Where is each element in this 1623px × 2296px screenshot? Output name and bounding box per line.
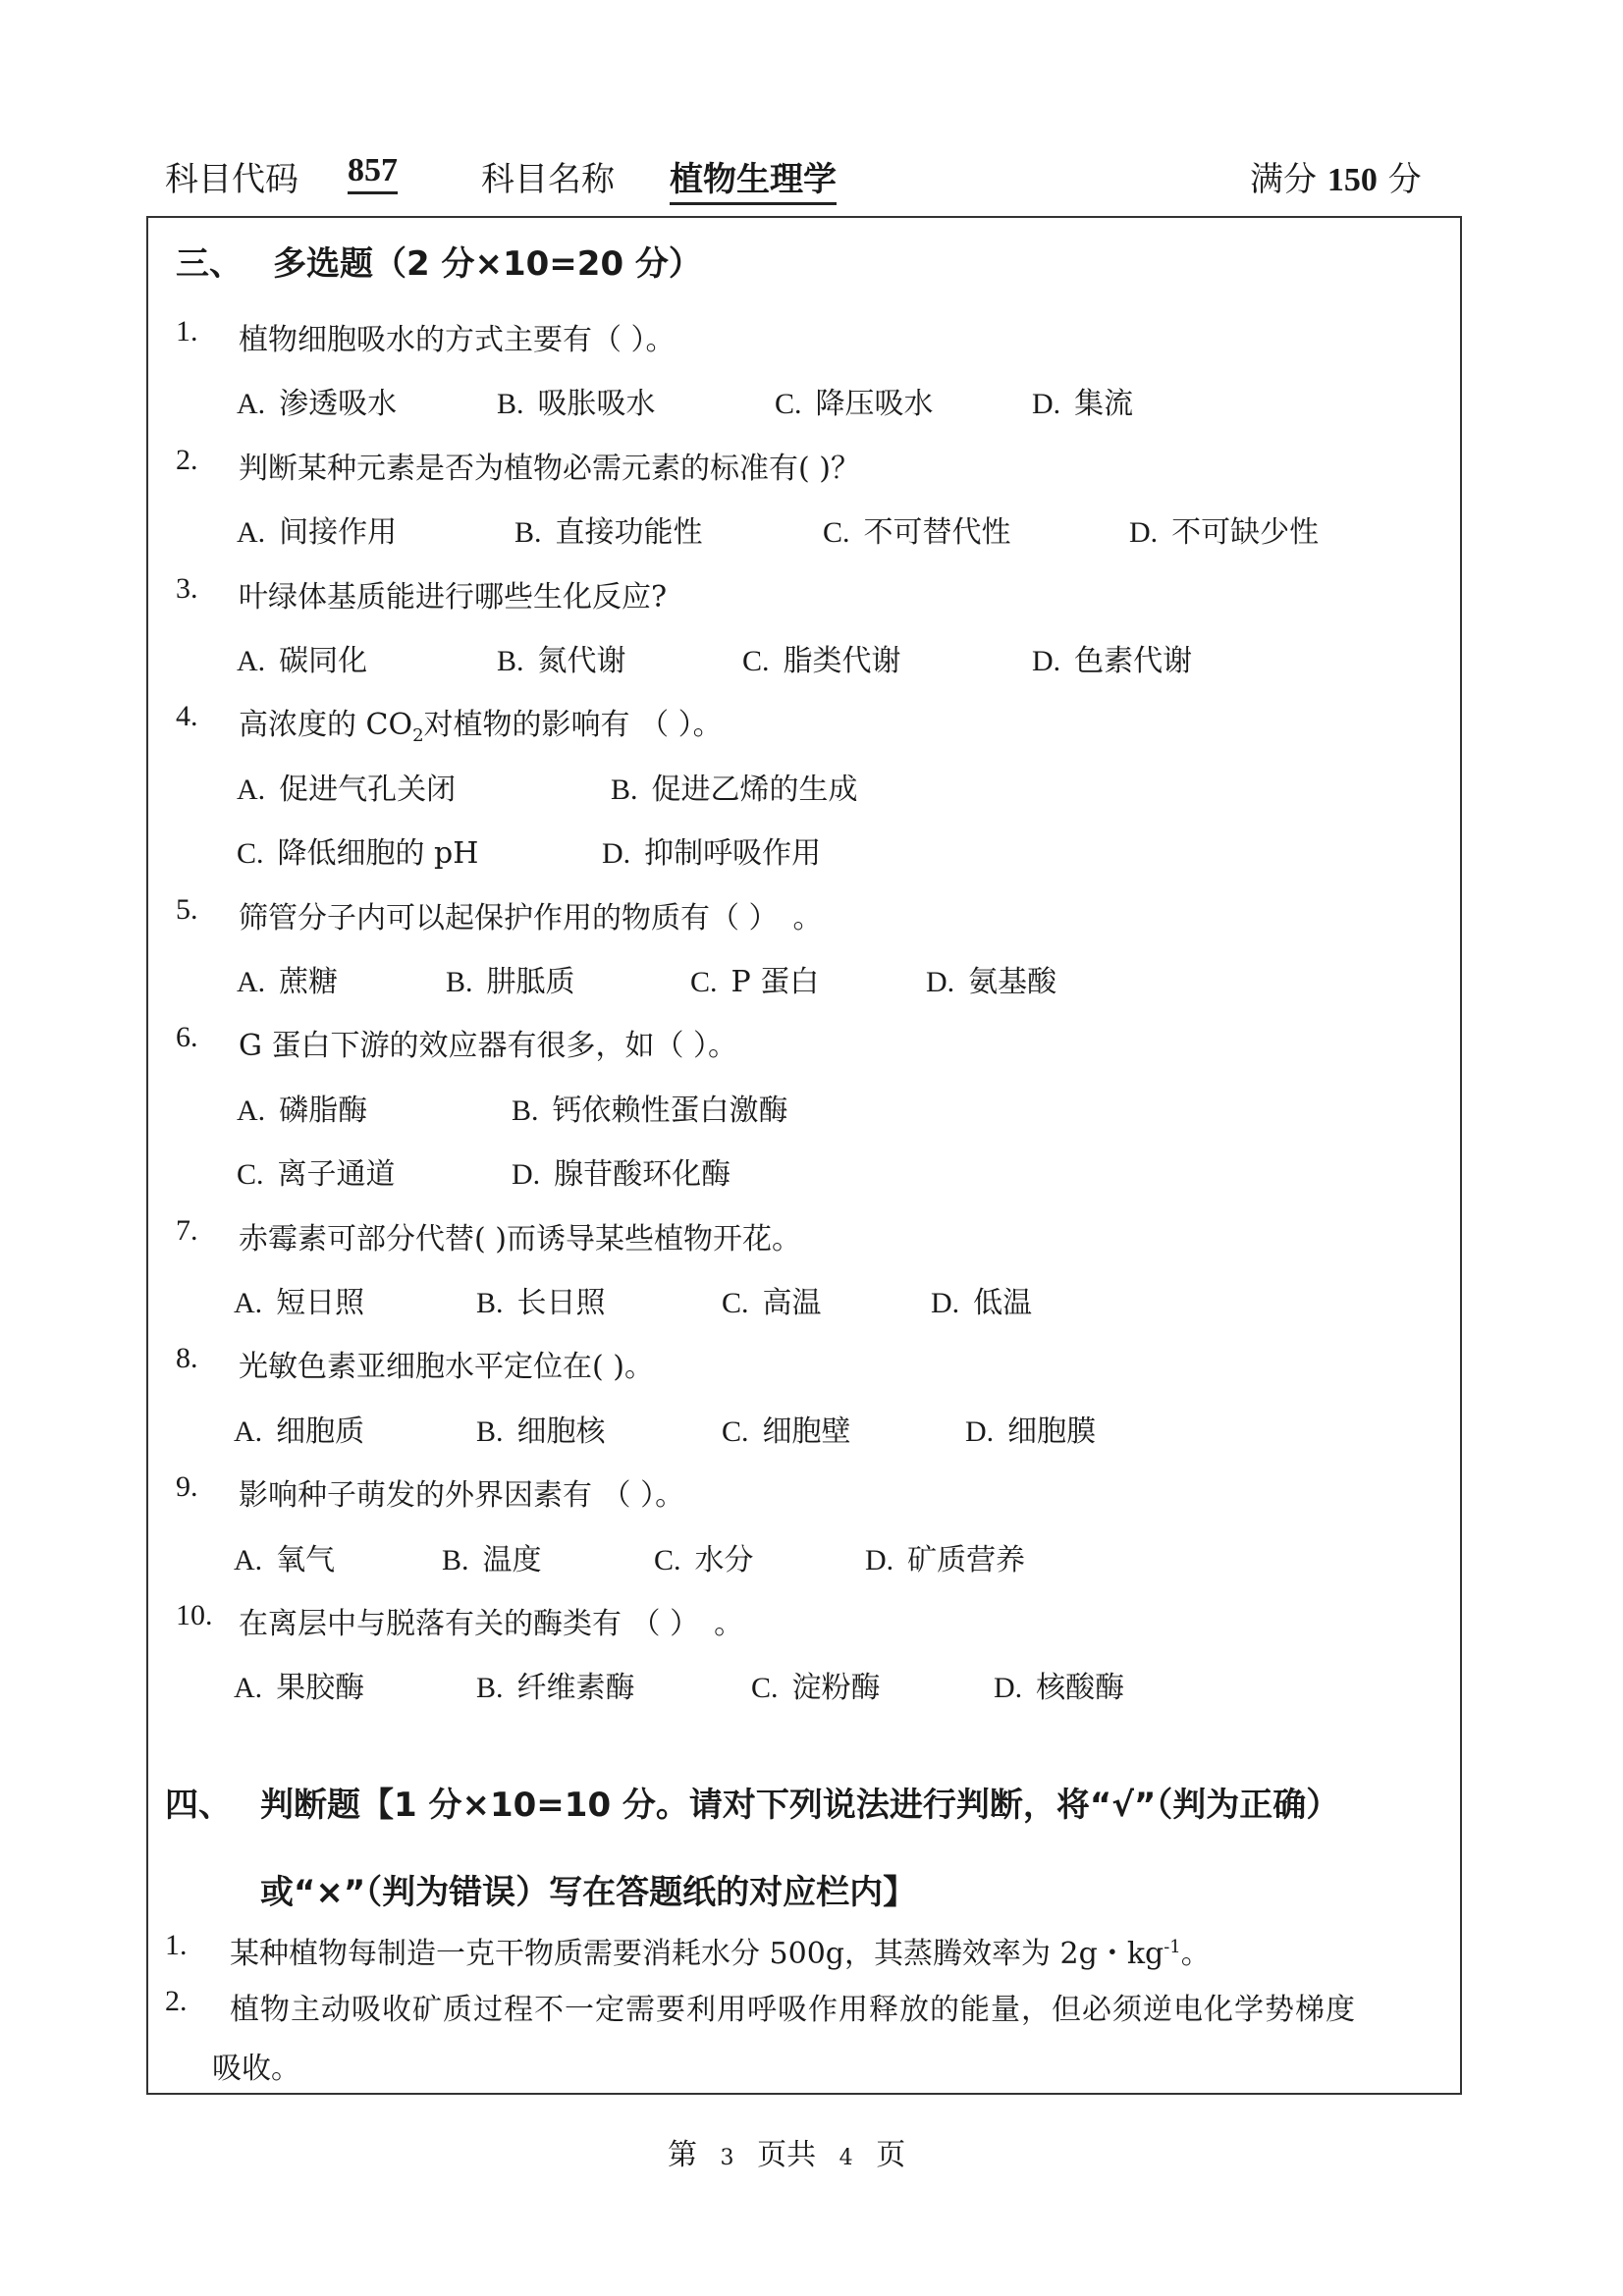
section4-index: 四、 — [165, 1786, 232, 1825]
option-text: 腺苷酸环化酶 — [554, 1157, 731, 1193]
option-text: 蔗糖 — [279, 965, 339, 999]
judgement-text-end: 。 — [1180, 1937, 1211, 1971]
option-text: 集流 — [1074, 387, 1134, 422]
option-label: A. — [237, 773, 266, 806]
question-number: 4. — [176, 700, 198, 733]
subject-code-label: 科目代码 — [165, 160, 298, 199]
option-b — [497, 379, 656, 422]
option-a — [234, 1407, 364, 1450]
question-text: 筛管分子内可以起保护作用的物质有（ ） 。 — [239, 900, 823, 935]
option-text: 不可缺少性 — [1171, 515, 1320, 551]
option-b — [512, 1086, 788, 1129]
option-label: B. — [512, 1094, 539, 1127]
option-a — [234, 1663, 364, 1706]
question-text-end: 对植物的影响有 （ ）。 — [423, 708, 723, 743]
option-label: D. — [926, 966, 955, 998]
question-number: 8. — [176, 1342, 198, 1375]
option-label: C. — [237, 837, 264, 871]
option-text: 短日照 — [276, 1286, 365, 1320]
option-c — [237, 1149, 396, 1193]
option-text: 促进乙烯的生成 — [651, 772, 858, 807]
option-label: D. — [1032, 645, 1061, 677]
footer-page: 3 — [720, 2146, 734, 2170]
option-d — [931, 1278, 1032, 1321]
question-number: 10. — [176, 1599, 213, 1631]
option-text: 细胞核 — [516, 1414, 606, 1449]
question-text — [239, 700, 723, 746]
question-text: 影响种子萌发的外界因素有 （ ）。 — [239, 1478, 685, 1514]
option-text: 氧气 — [276, 1542, 336, 1577]
option-label: B. — [497, 645, 524, 677]
option-text: 细胞膜 — [1007, 1414, 1097, 1449]
option-c — [722, 1407, 851, 1450]
option-label: A. — [237, 1094, 266, 1127]
question-text: 植物细胞吸水的方式主要有（ ）。 — [239, 323, 676, 357]
option-text: 核酸酶 — [1036, 1671, 1125, 1706]
option-label: D. — [994, 1672, 1023, 1705]
section4-title-line2: 或“×”（判为错误）写在答题纸的对应栏内】 — [260, 1873, 917, 1912]
question-text: 叶绿体基质能进行哪些生化反应? — [239, 579, 668, 614]
option-b — [476, 1278, 606, 1321]
option-text: 温度 — [482, 1542, 542, 1577]
option-b — [442, 1535, 542, 1578]
judgement-number: 2. — [165, 1985, 188, 2017]
option-b — [497, 636, 626, 679]
option-b — [611, 765, 858, 808]
question-text: 光敏色素亚细胞水平定位在( )。 — [239, 1350, 654, 1385]
option-text: 淀粉酶 — [791, 1671, 881, 1706]
question-text-main: 高浓度的 CO — [239, 708, 413, 743]
option-label: C. — [722, 1415, 749, 1448]
option-label: B. — [611, 773, 638, 806]
option-b — [446, 957, 575, 1000]
option-text: 肼胝质 — [486, 965, 575, 999]
option-a — [234, 1535, 335, 1578]
option-label: D. — [1129, 516, 1159, 550]
option-a — [237, 765, 456, 808]
option-c — [742, 636, 901, 679]
option-c — [775, 379, 934, 422]
subscript: 2 — [412, 725, 424, 747]
option-c — [237, 828, 478, 872]
full-score-label: 满分 — [1250, 160, 1317, 199]
option-text: 磷脂酶 — [279, 1093, 368, 1128]
option-d — [1032, 636, 1192, 679]
option-text: 不可替代性 — [863, 515, 1011, 551]
option-label: A. — [237, 388, 266, 421]
option-text: 氮代谢 — [537, 644, 626, 678]
section3-index: 三、 — [176, 244, 243, 284]
option-a — [237, 379, 397, 422]
option-text: 降低细胞的 pH — [277, 836, 479, 872]
option-label: A. — [234, 1543, 263, 1576]
option-label: C. — [742, 645, 770, 677]
option-b — [514, 507, 703, 551]
question-number: 2. — [176, 443, 198, 476]
option-b — [476, 1407, 606, 1450]
option-label: B. — [476, 1672, 504, 1705]
full-score — [1250, 152, 1422, 200]
judgement-number: 1. — [165, 1929, 188, 1961]
option-label: A. — [234, 1415, 263, 1448]
option-d — [602, 828, 821, 872]
option-text: 长日照 — [516, 1286, 606, 1320]
judgement-superscript: -1 — [1163, 1937, 1181, 1957]
option-text: 水分 — [694, 1542, 754, 1577]
question-text: G 蛋白下游的效应器有很多，如（ ）。 — [239, 1029, 738, 1064]
question-number: 5. — [176, 892, 198, 926]
section4-title-line1: 判断题【1 分×10=10 分。请对下列说法进行判断，将“√”（判为正确） — [260, 1786, 1340, 1825]
option-label: C. — [690, 966, 718, 998]
option-label: B. — [514, 516, 542, 550]
option-label: C. — [775, 388, 802, 421]
option-text: 矿质营养 — [907, 1542, 1026, 1577]
judgement-text-main: 某种植物每制造一克干物质需要消耗水分 500g，其蒸腾效率为 2g・kg — [230, 1937, 1164, 1971]
option-c — [823, 507, 1011, 551]
option-text: 降压吸水 — [815, 387, 934, 422]
option-text: 氨基酸 — [968, 965, 1057, 999]
option-label: C. — [654, 1543, 681, 1576]
subject-name-label: 科目名称 — [481, 160, 615, 199]
question-text: 在离层中与脱落有关的酶类有 （ ） 。 — [239, 1607, 744, 1641]
subject-name: 植物生理学 — [670, 152, 837, 205]
option-label: B. — [476, 1287, 504, 1319]
option-text: 色素代谢 — [1074, 644, 1193, 678]
option-label: D. — [512, 1158, 541, 1192]
option-c — [654, 1535, 754, 1578]
option-text: 细胞壁 — [762, 1414, 851, 1449]
option-b — [476, 1663, 635, 1706]
option-a — [237, 1086, 367, 1129]
option-label: D. — [602, 837, 631, 871]
option-text: 促进气孔关闭 — [279, 772, 457, 807]
option-text: 间接作用 — [279, 515, 398, 551]
option-label: B. — [446, 966, 473, 998]
option-a — [234, 1278, 364, 1321]
option-c — [690, 957, 819, 1000]
footer-mid: 页共 — [757, 2138, 817, 2172]
option-text: 细胞质 — [276, 1414, 365, 1449]
question-number: 6. — [176, 1021, 198, 1054]
option-label: C. — [722, 1287, 749, 1319]
option-label: A. — [237, 966, 266, 998]
option-c — [722, 1278, 822, 1321]
option-label: B. — [442, 1543, 469, 1576]
option-d — [1129, 507, 1319, 551]
option-text: 碳同化 — [279, 644, 368, 678]
option-text: 果胶酶 — [276, 1671, 365, 1706]
option-text: 低温 — [973, 1286, 1033, 1320]
option-text: 纤维素酶 — [516, 1671, 635, 1706]
option-d — [926, 957, 1056, 1000]
option-label: C. — [751, 1672, 779, 1705]
option-label: B. — [497, 388, 524, 421]
option-d — [865, 1535, 1025, 1578]
option-label: A. — [234, 1287, 263, 1319]
option-a — [237, 636, 367, 679]
option-text: 脂类代谢 — [783, 644, 901, 678]
question-number: 1. — [176, 315, 198, 347]
option-d — [1032, 379, 1133, 422]
option-d — [994, 1663, 1124, 1706]
option-d — [965, 1407, 1096, 1450]
option-label: B. — [476, 1415, 504, 1448]
full-score-value: 150 — [1326, 162, 1378, 198]
subject-code: 857 — [348, 152, 398, 194]
option-d — [512, 1149, 730, 1193]
option-label: A. — [234, 1672, 263, 1705]
option-a — [237, 957, 338, 1000]
option-label: A. — [237, 516, 266, 550]
full-score-unit: 分 — [1387, 160, 1422, 199]
footer-post: 页 — [876, 2138, 906, 2172]
option-text: 渗透吸水 — [279, 387, 398, 422]
option-label: A. — [237, 645, 266, 677]
judgement-text — [230, 1929, 1211, 1972]
option-text: 离子通道 — [277, 1157, 396, 1193]
option-label: C. — [237, 1158, 264, 1192]
judgement-text: 植物主动吸收矿质过程不一定需要利用呼吸作用释放的能量，但必须逆电化学势梯度 — [230, 1993, 1356, 2027]
option-text: 吸胀吸水 — [537, 387, 656, 422]
question-number: 9. — [176, 1470, 198, 1504]
question-number: 3. — [176, 571, 198, 605]
option-c — [751, 1663, 881, 1706]
option-text: P 蛋白 — [730, 965, 820, 999]
option-label: D. — [965, 1415, 995, 1448]
option-text: 抑制呼吸作用 — [644, 836, 822, 872]
question-number: 7. — [176, 1213, 198, 1247]
option-text: 直接功能性 — [555, 515, 703, 551]
section3-title: 多选题（2 分×10=20 分） — [273, 244, 702, 284]
option-label: C. — [823, 516, 850, 550]
judgement-text-continued: 吸收。 — [212, 2052, 300, 2086]
option-text: 钙依赖性蛋白激酶 — [552, 1093, 788, 1128]
option-text: 高温 — [762, 1286, 822, 1320]
question-text: 判断某种元素是否为植物必需元素的标准有( )？ — [239, 451, 860, 486]
option-label: D. — [1032, 388, 1061, 421]
page-footer — [668, 2130, 905, 2173]
footer-pre: 第 — [668, 2138, 697, 2172]
option-a — [237, 507, 397, 551]
option-label: D. — [865, 1543, 894, 1576]
option-label: D. — [931, 1287, 960, 1319]
footer-total: 4 — [839, 2146, 853, 2170]
question-text: 赤霉素可部分代替( )而诱导某些植物开花。 — [239, 1221, 801, 1256]
